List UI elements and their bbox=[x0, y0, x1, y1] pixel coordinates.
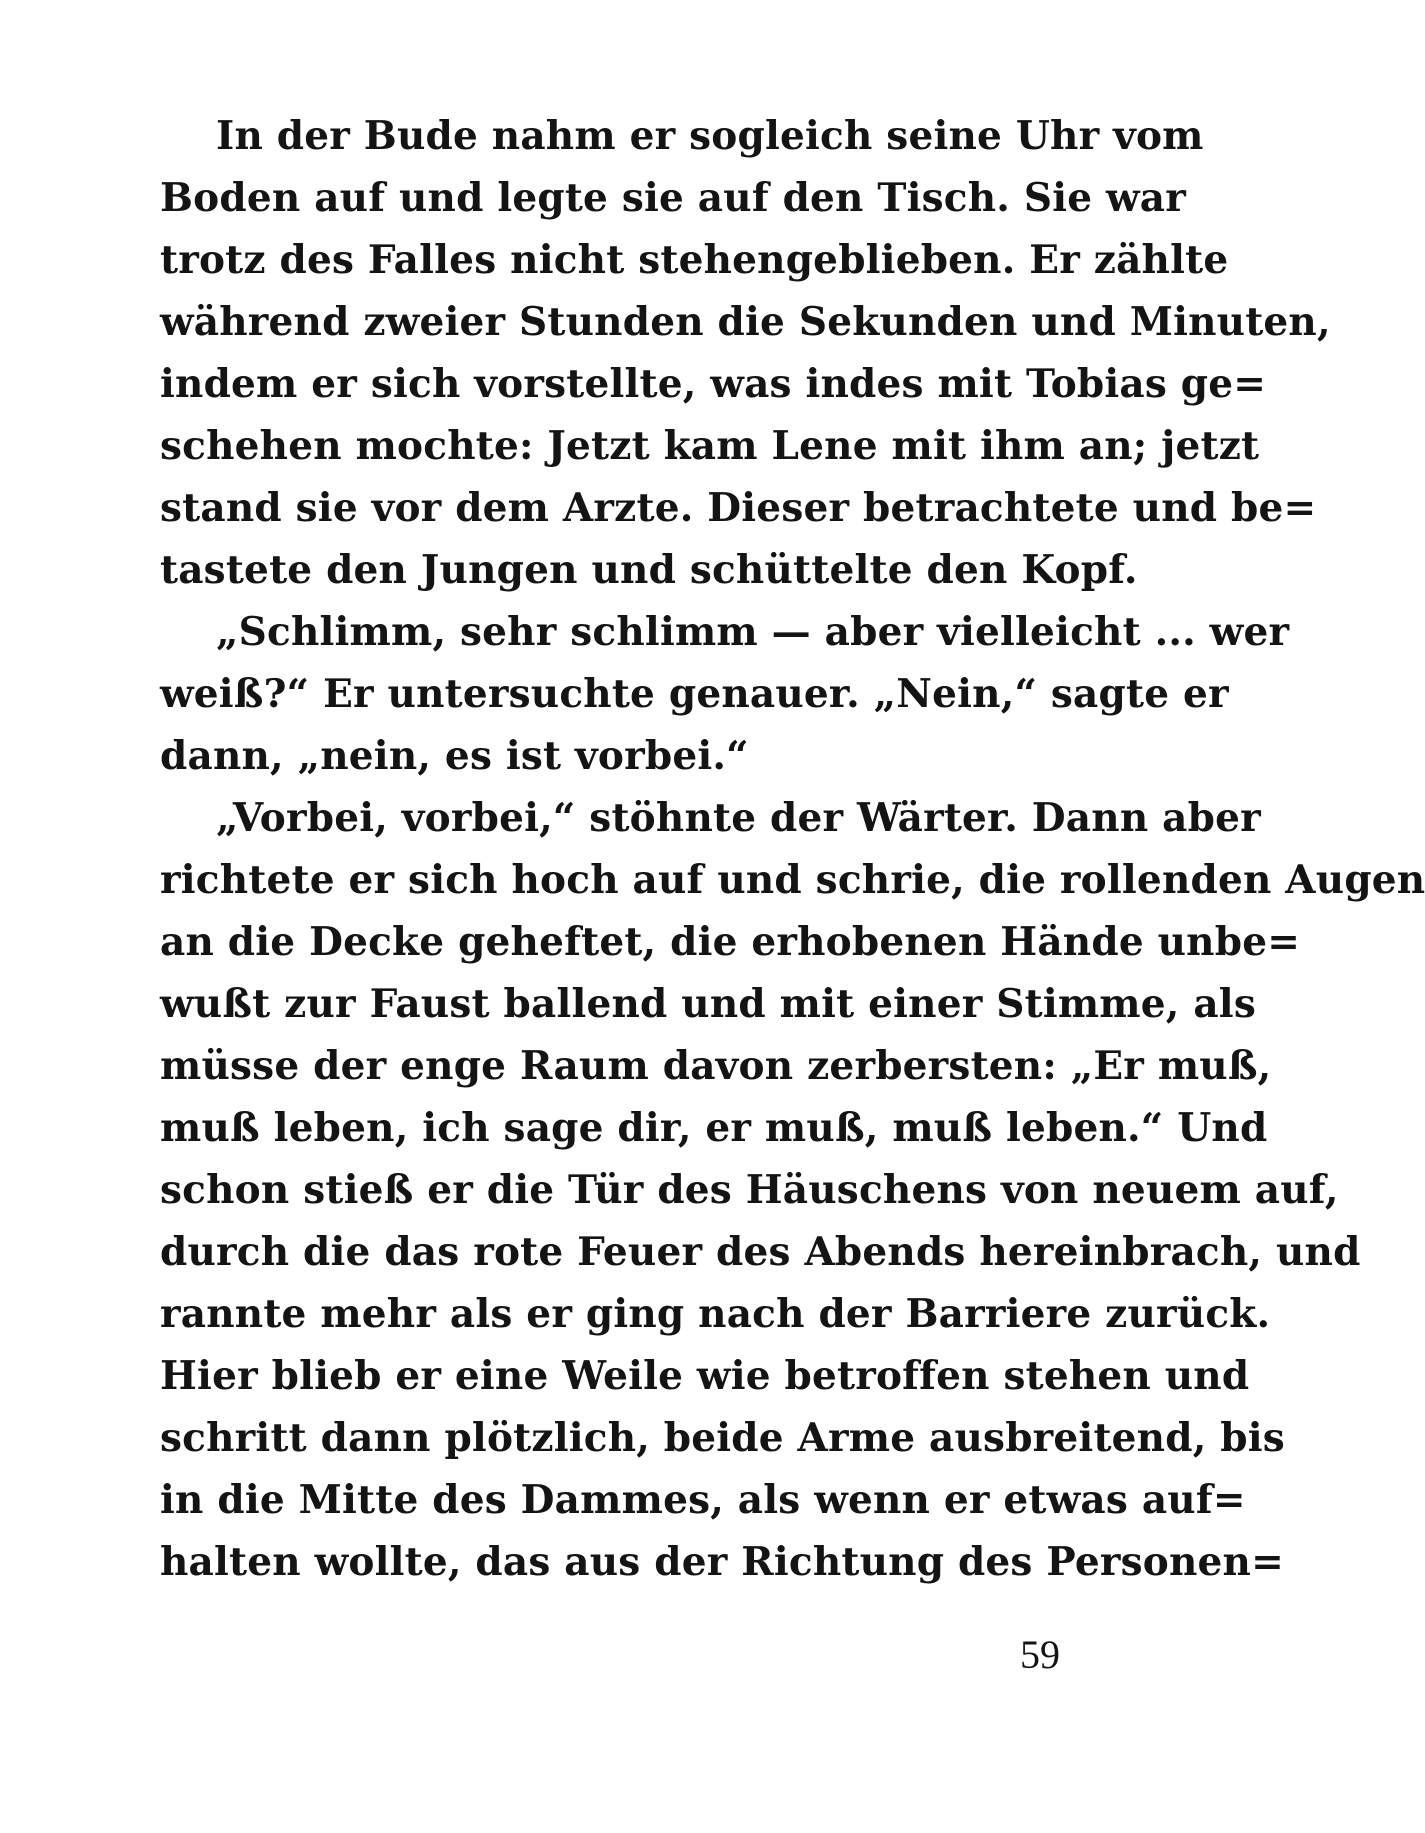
text-line: „Vorbei, vorbei,“ stöhnte der Wärter. Dann aber bbox=[216, 795, 1261, 841]
text-line: Hier blieb er eine Weile wie betroffen stehen und bbox=[160, 1353, 1250, 1399]
text-line: Boden auf und legte sie auf den Tisch. Sie war bbox=[160, 175, 1186, 221]
text-line: müsse der enge Raum davon zerbersten: „Er muß, bbox=[160, 1043, 1272, 1089]
text-line: muß leben, ich sage dir, er muß, muß leben.“ Und bbox=[160, 1105, 1268, 1151]
text-line: dann, „nein, es ist vorbei.“ bbox=[160, 733, 749, 779]
text-line: schon stieß er die Tür des Häuschens von neuem auf, bbox=[160, 1167, 1339, 1213]
body-text bbox=[160, 105, 1425, 1593]
page-number: 59 bbox=[1020, 1632, 1060, 1677]
text-line: wußt zur Faust ballend und mit einer Stimme, als bbox=[160, 981, 1256, 1027]
text-line: durch die das rote Feuer des Abends hereinbrach, und bbox=[160, 1229, 1361, 1275]
text-line: indem er sich vorstellte, was indes mit Tobias ge= bbox=[160, 361, 1267, 407]
text-line: richtete er sich hoch auf und schrie, die rollenden Augen bbox=[160, 857, 1425, 903]
text-line: weiß?“ Er untersuchte genauer. „Nein,“ sagte er bbox=[160, 671, 1229, 717]
text-line: während zweier Stunden die Sekunden und Minuten, bbox=[160, 299, 1331, 345]
text-line: tastete den Jungen und schüttelte den Kopf. bbox=[160, 547, 1138, 593]
text-line: an die Decke geheftet, die erhobenen Hände unbe= bbox=[160, 919, 1301, 965]
text-line: stand sie vor dem Arzte. Dieser betrachtete und be= bbox=[160, 485, 1317, 531]
text-line: rannte mehr als er ging nach der Barriere zurück. bbox=[160, 1291, 1271, 1337]
text-line: „Schlimm, sehr schlimm — aber vielleicht ... wer bbox=[216, 609, 1290, 655]
text-line: In der Bude nahm er sogleich seine Uhr vom bbox=[216, 113, 1204, 159]
text-line: schehen mochte: Jetzt kam Lene mit ihm an; jetzt bbox=[160, 423, 1260, 469]
text-line: trotz des Falles nicht stehengeblieben. Er zählte bbox=[160, 237, 1229, 283]
text-line: in die Mitte des Dammes, als wenn er etwas auf= bbox=[160, 1477, 1246, 1523]
text-line: halten wollte, das aus der Richtung des Personen= bbox=[160, 1539, 1284, 1585]
text-line: schritt dann plötzlich, beide Arme ausbreitend, bis bbox=[160, 1415, 1285, 1461]
